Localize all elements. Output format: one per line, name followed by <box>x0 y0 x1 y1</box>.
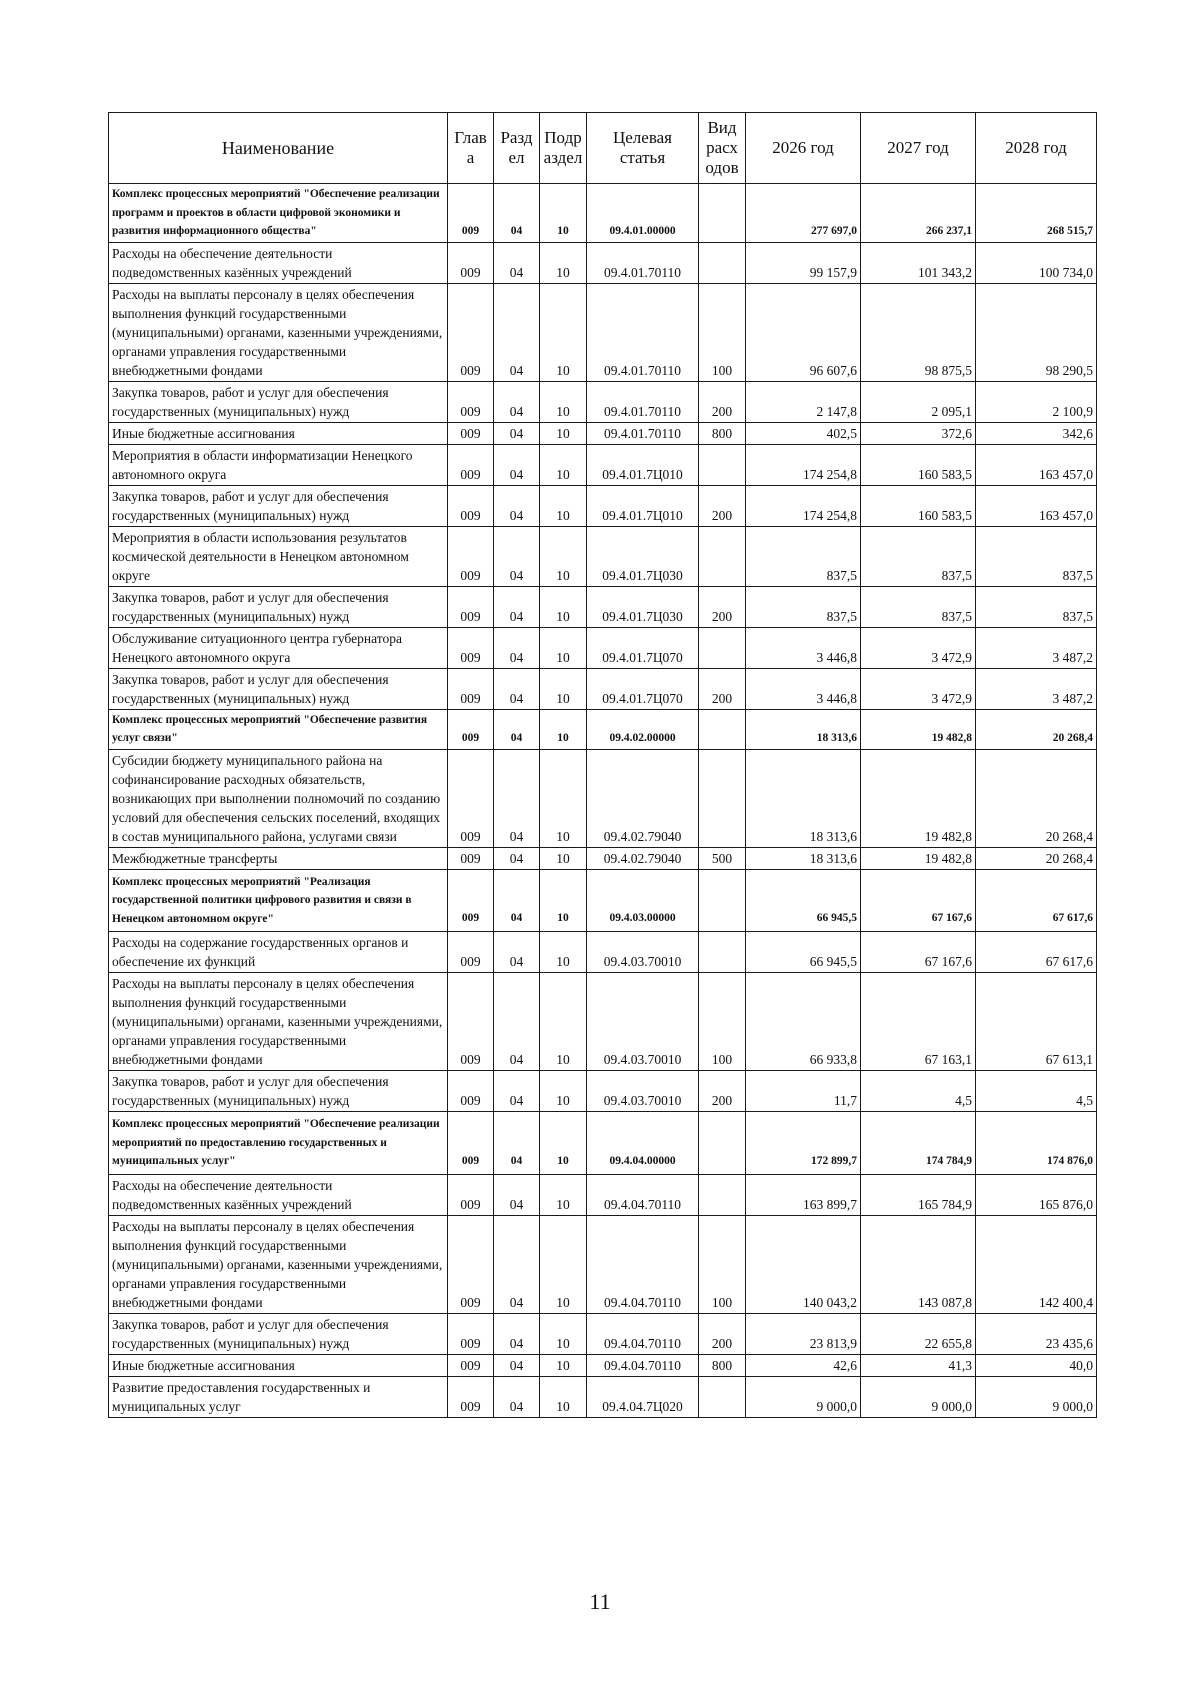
table-row <box>109 242 1097 283</box>
table-row <box>109 422 1097 444</box>
row-razdel: 04 <box>494 1313 540 1354</box>
row-podrazdel: 10 <box>540 1376 587 1417</box>
row-tselevaya-statya: 09.4.04.7Ц020 <box>587 1376 699 1417</box>
row-amount-2028: 837,5 <box>976 586 1097 627</box>
row-glava: 009 <box>448 444 494 485</box>
row-amount-2028: 9 000,0 <box>976 1376 1097 1417</box>
row-tselevaya-statya: 09.4.01.70110 <box>587 283 699 381</box>
row-vid-raskhodov: 100 <box>699 973 746 1071</box>
row-razdel: 04 <box>494 526 540 586</box>
row-amount-2028: 142 400,4 <box>976 1215 1097 1313</box>
row-vid-raskhodov: 800 <box>699 1354 746 1376</box>
row-razdel: 04 <box>494 485 540 526</box>
table-row <box>109 932 1097 973</box>
row-amount-2026: 2 147,8 <box>746 381 861 422</box>
row-amount-2026: 18 313,6 <box>746 709 861 749</box>
header-year-2027: 2027 год <box>861 113 976 184</box>
row-razdel: 04 <box>494 381 540 422</box>
row-podrazdel: 10 <box>540 526 587 586</box>
row-amount-2026: 18 313,6 <box>746 847 861 869</box>
row-tselevaya-statya: 09.4.01.7Ц070 <box>587 627 699 668</box>
row-amount-2027: 3 472,9 <box>861 627 976 668</box>
row-tselevaya-statya: 09.4.01.70110 <box>587 242 699 283</box>
row-glava: 009 <box>448 485 494 526</box>
row-amount-2028: 837,5 <box>976 526 1097 586</box>
row-vid-raskhodov: 200 <box>699 485 746 526</box>
row-name: Комплекс процессных мероприятий "Обеспечение реализации мероприятий по предоставлению государственных и муниципальных услуг" <box>109 1112 448 1175</box>
row-tselevaya-statya: 09.4.03.70010 <box>587 973 699 1071</box>
header-year-2026: 2026 год <box>746 113 861 184</box>
row-amount-2027: 4,5 <box>861 1071 976 1112</box>
row-vid-raskhodov: 200 <box>699 668 746 709</box>
row-name: Обслуживание ситуационного центра губернатора Ненецкого автономного округа <box>109 627 448 668</box>
row-razdel: 04 <box>494 242 540 283</box>
row-amount-2028: 67 617,6 <box>976 932 1097 973</box>
row-razdel: 04 <box>494 1354 540 1376</box>
row-vid-raskhodov: 200 <box>699 381 746 422</box>
row-glava: 009 <box>448 242 494 283</box>
row-amount-2028: 163 457,0 <box>976 485 1097 526</box>
row-amount-2028: 100 734,0 <box>976 242 1097 283</box>
row-vid-raskhodov: 800 <box>699 422 746 444</box>
row-glava: 009 <box>448 586 494 627</box>
row-glava: 009 <box>448 749 494 847</box>
row-vid-raskhodov <box>699 184 746 243</box>
row-tselevaya-statya: 09.4.01.00000 <box>587 184 699 243</box>
table-row <box>109 749 1097 847</box>
row-name: Закупка товаров, работ и услуг для обеспечения государственных (муниципальных) нужд <box>109 1071 448 1112</box>
row-podrazdel: 10 <box>540 586 587 627</box>
row-amount-2027: 19 482,8 <box>861 709 976 749</box>
row-tselevaya-statya: 09.4.03.70010 <box>587 932 699 973</box>
row-glava: 009 <box>448 1354 494 1376</box>
row-glava: 009 <box>448 709 494 749</box>
row-glava: 009 <box>448 1313 494 1354</box>
table-row <box>109 1174 1097 1215</box>
row-amount-2028: 20 268,4 <box>976 847 1097 869</box>
row-glava: 009 <box>448 422 494 444</box>
row-podrazdel: 10 <box>540 932 587 973</box>
row-tselevaya-statya: 09.4.01.7Ц030 <box>587 586 699 627</box>
row-amount-2027: 143 087,8 <box>861 1215 976 1313</box>
table-row <box>109 1313 1097 1354</box>
row-amount-2027: 67 167,6 <box>861 869 976 932</box>
header-name: Наименование <box>109 113 448 184</box>
row-vid-raskhodov <box>699 932 746 973</box>
row-name: Комплекс процессных мероприятий "Реализация государственной политики цифрового развития и связи в Ненецком автономном округе" <box>109 869 448 932</box>
row-amount-2027: 372,6 <box>861 422 976 444</box>
row-glava: 009 <box>448 1376 494 1417</box>
row-amount-2028: 174 876,0 <box>976 1112 1097 1175</box>
row-amount-2027: 165 784,9 <box>861 1174 976 1215</box>
row-amount-2028: 3 487,2 <box>976 627 1097 668</box>
row-glava: 009 <box>448 1071 494 1112</box>
row-amount-2027: 3 472,9 <box>861 668 976 709</box>
table-row-program-complex <box>109 869 1097 932</box>
table-row <box>109 1354 1097 1376</box>
row-glava: 009 <box>448 381 494 422</box>
row-glava: 009 <box>448 668 494 709</box>
header-glava: Глав а <box>448 113 494 184</box>
row-podrazdel: 10 <box>540 627 587 668</box>
table-row-program-complex <box>109 709 1097 749</box>
header-razdel: Разд ел <box>494 113 540 184</box>
row-razdel: 04 <box>494 1376 540 1417</box>
row-vid-raskhodov: 200 <box>699 1313 746 1354</box>
row-vid-raskhodov <box>699 1174 746 1215</box>
row-vid-raskhodov <box>699 444 746 485</box>
row-name: Закупка товаров, работ и услуг для обеспечения государственных (муниципальных) нужд <box>109 668 448 709</box>
budget-table <box>108 112 1097 1418</box>
row-glava: 009 <box>448 283 494 381</box>
row-podrazdel: 10 <box>540 973 587 1071</box>
row-glava: 009 <box>448 847 494 869</box>
row-name: Комплекс процессных мероприятий "Обеспечение развития услуг связи" <box>109 709 448 749</box>
row-tselevaya-statya: 09.4.04.70110 <box>587 1354 699 1376</box>
row-podrazdel: 10 <box>540 1354 587 1376</box>
row-amount-2027: 9 000,0 <box>861 1376 976 1417</box>
row-tselevaya-statya: 09.4.02.00000 <box>587 709 699 749</box>
row-glava: 009 <box>448 1215 494 1313</box>
row-amount-2028: 23 435,6 <box>976 1313 1097 1354</box>
table-row <box>109 973 1097 1071</box>
table-row <box>109 668 1097 709</box>
header-podrazdel: Подр аздел <box>540 113 587 184</box>
row-razdel: 04 <box>494 749 540 847</box>
row-amount-2026: 23 813,9 <box>746 1313 861 1354</box>
row-podrazdel: 10 <box>540 444 587 485</box>
row-razdel: 04 <box>494 709 540 749</box>
row-tselevaya-statya: 09.4.02.79040 <box>587 749 699 847</box>
table-row <box>109 1215 1097 1313</box>
row-name: Межбюджетные трансферты <box>109 847 448 869</box>
row-razdel: 04 <box>494 1215 540 1313</box>
row-amount-2026: 174 254,8 <box>746 444 861 485</box>
row-amount-2027: 2 095,1 <box>861 381 976 422</box>
row-name: Расходы на обеспечение деятельности подведомственных казённых учреждений <box>109 242 448 283</box>
page-number: 11 <box>589 1589 611 1614</box>
row-razdel: 04 <box>494 1071 540 1112</box>
row-razdel: 04 <box>494 932 540 973</box>
row-glava: 009 <box>448 627 494 668</box>
row-tselevaya-statya: 09.4.01.7Ц070 <box>587 668 699 709</box>
row-amount-2028: 165 876,0 <box>976 1174 1097 1215</box>
row-razdel: 04 <box>494 283 540 381</box>
row-vid-raskhodov <box>699 749 746 847</box>
row-razdel: 04 <box>494 627 540 668</box>
row-amount-2027: 67 167,6 <box>861 932 976 973</box>
row-tselevaya-statya: 09.4.01.70110 <box>587 422 699 444</box>
row-tselevaya-statya: 09.4.01.7Ц030 <box>587 526 699 586</box>
row-tselevaya-statya: 09.4.03.70010 <box>587 1071 699 1112</box>
row-name: Расходы на обеспечение деятельности подведомственных казённых учреждений <box>109 1174 448 1215</box>
row-glava: 009 <box>448 932 494 973</box>
row-name: Комплекс процессных мероприятий "Обеспечение реализации программ и проектов в области цифровой экономики и развития информационного общества" <box>109 184 448 243</box>
row-glava: 009 <box>448 973 494 1071</box>
row-razdel: 04 <box>494 847 540 869</box>
row-tselevaya-statya: 09.4.04.70110 <box>587 1313 699 1354</box>
row-razdel: 04 <box>494 184 540 243</box>
row-podrazdel: 10 <box>540 1174 587 1215</box>
row-glava: 009 <box>448 526 494 586</box>
row-amount-2026: 3 446,8 <box>746 627 861 668</box>
row-glava: 009 <box>448 184 494 243</box>
row-amount-2027: 837,5 <box>861 526 976 586</box>
row-podrazdel: 10 <box>540 422 587 444</box>
row-vid-raskhodov: 200 <box>699 586 746 627</box>
row-razdel: 04 <box>494 668 540 709</box>
row-name: Расходы на выплаты персоналу в целях обеспечения выполнения функций государственными (муниципальными) органами, казенными учреждениями, органами управления государственными внебюджетными фондами <box>109 1215 448 1313</box>
row-vid-raskhodov <box>699 526 746 586</box>
table-row-program-complex <box>109 184 1097 243</box>
header-year-2028: 2028 год <box>976 113 1097 184</box>
row-amount-2028: 268 515,7 <box>976 184 1097 243</box>
row-podrazdel: 10 <box>540 242 587 283</box>
row-vid-raskhodov: 500 <box>699 847 746 869</box>
table-row <box>109 485 1097 526</box>
row-amount-2028: 342,6 <box>976 422 1097 444</box>
row-name: Мероприятия в области информатизации Ненецкого автономного округа <box>109 444 448 485</box>
row-podrazdel: 10 <box>540 869 587 932</box>
row-glava: 009 <box>448 1174 494 1215</box>
row-name: Субсидии бюджету муниципального района на софинансирование расходных обязательств, возникающих при выполнении полномочий по созданию условий для обеспечения сельских поселений, входящих в состав муниципального района, услугами связи <box>109 749 448 847</box>
row-amount-2027: 160 583,5 <box>861 485 976 526</box>
row-tselevaya-statya: 09.4.01.7Ц010 <box>587 444 699 485</box>
row-amount-2028: 20 268,4 <box>976 709 1097 749</box>
table-row <box>109 444 1097 485</box>
row-amount-2028: 163 457,0 <box>976 444 1097 485</box>
row-amount-2027: 41,3 <box>861 1354 976 1376</box>
row-amount-2028: 67 617,6 <box>976 869 1097 932</box>
row-vid-raskhodov <box>699 1376 746 1417</box>
row-razdel: 04 <box>494 1112 540 1175</box>
table-header-row <box>109 113 1097 184</box>
row-vid-raskhodov: 200 <box>699 1071 746 1112</box>
row-amount-2028: 20 268,4 <box>976 749 1097 847</box>
row-podrazdel: 10 <box>540 709 587 749</box>
row-amount-2026: 140 043,2 <box>746 1215 861 1313</box>
row-glava: 009 <box>448 1112 494 1175</box>
row-podrazdel: 10 <box>540 749 587 847</box>
row-name: Закупка товаров, работ и услуг для обеспечения государственных (муниципальных) нужд <box>109 485 448 526</box>
row-amount-2026: 99 157,9 <box>746 242 861 283</box>
header-tselevaya-statya: Целевая статья <box>587 113 699 184</box>
row-amount-2026: 66 945,5 <box>746 932 861 973</box>
table-row-program-complex <box>109 1112 1097 1175</box>
row-amount-2028: 3 487,2 <box>976 668 1097 709</box>
row-podrazdel: 10 <box>540 1071 587 1112</box>
row-amount-2027: 98 875,5 <box>861 283 976 381</box>
row-amount-2026: 174 254,8 <box>746 485 861 526</box>
row-amount-2026: 837,5 <box>746 586 861 627</box>
row-podrazdel: 10 <box>540 485 587 526</box>
row-amount-2026: 163 899,7 <box>746 1174 861 1215</box>
row-tselevaya-statya: 09.4.04.00000 <box>587 1112 699 1175</box>
table-row <box>109 1376 1097 1417</box>
row-razdel: 04 <box>494 422 540 444</box>
row-vid-raskhodov <box>699 1112 746 1175</box>
row-name: Иные бюджетные ассигнования <box>109 422 448 444</box>
row-amount-2026: 66 945,5 <box>746 869 861 932</box>
row-podrazdel: 10 <box>540 1215 587 1313</box>
row-podrazdel: 10 <box>540 184 587 243</box>
row-amount-2026: 42,6 <box>746 1354 861 1376</box>
row-amount-2028: 67 613,1 <box>976 973 1097 1071</box>
table-body <box>109 184 1097 1418</box>
row-razdel: 04 <box>494 444 540 485</box>
row-name: Закупка товаров, работ и услуг для обеспечения государственных (муниципальных) нужд <box>109 1313 448 1354</box>
row-vid-raskhodov <box>699 627 746 668</box>
row-glava: 009 <box>448 869 494 932</box>
table-row <box>109 526 1097 586</box>
row-amount-2028: 98 290,5 <box>976 283 1097 381</box>
header-vid-raskhodov: Вид расх одов <box>699 113 746 184</box>
row-amount-2026: 11,7 <box>746 1071 861 1112</box>
row-podrazdel: 10 <box>540 668 587 709</box>
row-amount-2028: 4,5 <box>976 1071 1097 1112</box>
table-row <box>109 586 1097 627</box>
row-razdel: 04 <box>494 869 540 932</box>
table-row <box>109 847 1097 869</box>
row-vid-raskhodov <box>699 242 746 283</box>
row-tselevaya-statya: 09.4.04.70110 <box>587 1215 699 1313</box>
row-amount-2027: 266 237,1 <box>861 184 976 243</box>
row-amount-2026: 18 313,6 <box>746 749 861 847</box>
row-name: Расходы на выплаты персоналу в целях обеспечения выполнения функций государственными (муниципальными) органами, казенными учреждениями, органами управления государственными внебюджетными фондами <box>109 283 448 381</box>
row-amount-2027: 67 163,1 <box>861 973 976 1071</box>
row-amount-2027: 19 482,8 <box>861 847 976 869</box>
row-vid-raskhodov: 100 <box>699 283 746 381</box>
row-razdel: 04 <box>494 586 540 627</box>
row-amount-2028: 40,0 <box>976 1354 1097 1376</box>
row-amount-2026: 3 446,8 <box>746 668 861 709</box>
row-podrazdel: 10 <box>540 1313 587 1354</box>
row-amount-2027: 160 583,5 <box>861 444 976 485</box>
row-name: Развитие предоставления государственных и муниципальных услуг <box>109 1376 448 1417</box>
row-tselevaya-statya: 09.4.03.00000 <box>587 869 699 932</box>
row-amount-2027: 22 655,8 <box>861 1313 976 1354</box>
row-amount-2026: 66 933,8 <box>746 973 861 1071</box>
row-podrazdel: 10 <box>540 847 587 869</box>
row-tselevaya-statya: 09.4.02.79040 <box>587 847 699 869</box>
row-amount-2028: 2 100,9 <box>976 381 1097 422</box>
row-amount-2026: 837,5 <box>746 526 861 586</box>
row-tselevaya-statya: 09.4.01.70110 <box>587 381 699 422</box>
row-podrazdel: 10 <box>540 381 587 422</box>
row-name: Расходы на выплаты персоналу в целях обеспечения выполнения функций государственными (муниципальными) органами, казенными учреждениями, органами управления государственными внебюджетными фондами <box>109 973 448 1071</box>
row-vid-raskhodov <box>699 709 746 749</box>
row-razdel: 04 <box>494 973 540 1071</box>
row-tselevaya-statya: 09.4.04.70110 <box>587 1174 699 1215</box>
row-name: Расходы на содержание государственных органов и обеспечение их функций <box>109 932 448 973</box>
row-amount-2027: 174 784,9 <box>861 1112 976 1175</box>
row-tselevaya-statya: 09.4.01.7Ц010 <box>587 485 699 526</box>
row-podrazdel: 10 <box>540 283 587 381</box>
row-amount-2027: 837,5 <box>861 586 976 627</box>
row-name: Закупка товаров, работ и услуг для обеспечения государственных (муниципальных) нужд <box>109 586 448 627</box>
row-name: Мероприятия в области использования результатов космической деятельности в Ненецком автономном округе <box>109 526 448 586</box>
table-row <box>109 627 1097 668</box>
row-amount-2026: 9 000,0 <box>746 1376 861 1417</box>
row-razdel: 04 <box>494 1174 540 1215</box>
row-amount-2026: 172 899,7 <box>746 1112 861 1175</box>
table-row <box>109 283 1097 381</box>
table-row <box>109 1071 1097 1112</box>
row-podrazdel: 10 <box>540 1112 587 1175</box>
row-amount-2026: 402,5 <box>746 422 861 444</box>
row-name: Иные бюджетные ассигнования <box>109 1354 448 1376</box>
row-vid-raskhodov: 100 <box>699 1215 746 1313</box>
row-amount-2027: 101 343,2 <box>861 242 976 283</box>
row-amount-2026: 96 607,6 <box>746 283 861 381</box>
table-row <box>109 381 1097 422</box>
row-vid-raskhodov <box>699 869 746 932</box>
row-name: Закупка товаров, работ и услуг для обеспечения государственных (муниципальных) нужд <box>109 381 448 422</box>
row-amount-2026: 277 697,0 <box>746 184 861 243</box>
row-amount-2027: 19 482,8 <box>861 749 976 847</box>
